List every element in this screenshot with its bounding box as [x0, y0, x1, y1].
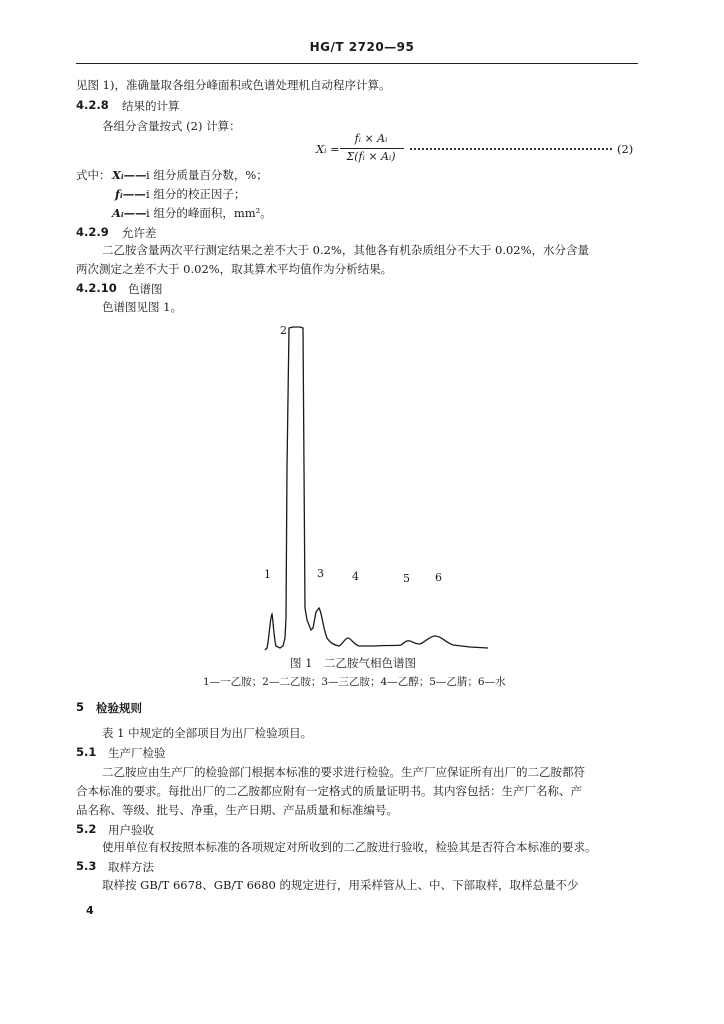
formula-number: (2) — [617, 142, 634, 156]
section-title-4-2-8: 结果的计算 — [122, 99, 180, 113]
text-line: 见图 1)，准确量取各组分峰面积或色谱处理机自动程序计算。 — [76, 78, 391, 92]
page-number: 4 — [86, 904, 94, 917]
paragraph-line: 二乙胺应由生产厂的检验部门根据本标准的要求进行检验。生产厂应保证所有出厂的二乙胺都符 — [102, 765, 585, 779]
section-number-4-2-8: 4.2.8 — [76, 98, 109, 112]
paragraph-line: 使用单位有权按照本标准的各项规定对所收到的二乙胺进行验收，检验其是否符合本标准的要求。 — [102, 840, 597, 854]
chromatogram-trace — [265, 327, 488, 650]
fraction-bar — [340, 148, 404, 149]
section-number-4-2-9: 4.2.9 — [76, 225, 109, 239]
section-number-5-1: 5.1 — [76, 745, 97, 759]
peak-label: 1 — [264, 568, 271, 581]
section-number-4-2-10: 4.2.10 — [76, 281, 117, 295]
peak-label: 6 — [435, 571, 442, 584]
header-rule — [76, 63, 638, 64]
where-label: 式中： — [76, 168, 111, 182]
peak-label: 3 — [317, 567, 324, 580]
section-title-5-2: 用户验收 — [108, 823, 154, 837]
section-title-4-2-9: 允许差 — [122, 226, 157, 240]
peak-label: 4 — [352, 570, 359, 583]
variable-definition: i 组分的峰面积，mm²。 — [146, 206, 272, 220]
section-number-5: 5 — [76, 700, 85, 714]
variable-symbol: fᵢ—— — [115, 187, 146, 201]
section-title-5-1: 生产厂检验 — [108, 746, 166, 760]
section-title-5: 检验规则 — [96, 701, 142, 715]
variable-symbol: Aᵢ—— — [112, 206, 147, 220]
variable-symbol: Xᵢ—— — [112, 168, 147, 182]
figure-legend: 1—一乙胺；2—二乙胺；3—三乙胺；4—乙醇；5—乙腈；6—水 — [203, 676, 506, 688]
variable-definition: i 组分质量百分数，%； — [146, 168, 268, 182]
text-line: 各组分含量按式 (2) 计算： — [102, 119, 241, 133]
standard-code-header: HG/T 2720—95 — [309, 40, 415, 54]
figure-caption: 图 1 二乙胺气相色谱图 — [290, 656, 416, 670]
formula-numerator: fᵢ × Aᵢ — [354, 132, 388, 145]
formula-denominator: Σ(fᵢ × Aᵢ) — [346, 150, 396, 163]
section-number-5-3: 5.3 — [76, 859, 97, 873]
chromatogram-figure — [255, 318, 505, 658]
peak-label: 2 — [280, 324, 287, 337]
paragraph-line: 二乙胺含量两次平行测定结果之差不大于 0.2%，其他各有机杂质组分不大于 0.02%，水分含量 — [102, 243, 590, 257]
section-number-5-2: 5.2 — [76, 822, 97, 836]
leader-dots — [410, 148, 612, 150]
paragraph-line: 两次测定之差不大于 0.02%，取其算术平均值作为分析结果。 — [76, 262, 393, 276]
peak-label: 5 — [403, 572, 410, 585]
text-line: 表 1 中规定的全部项目为出厂检验项目。 — [102, 726, 313, 740]
formula-lhs: Xᵢ = — [316, 142, 340, 156]
text-line: 色谱图见图 1。 — [102, 300, 182, 314]
variable-definition: i 组分的校正因子； — [146, 187, 246, 201]
section-title-5-3: 取样方法 — [108, 860, 154, 874]
paragraph-line: 取样按 GB/T 6678、GB/T 6680 的规定进行，用采样管从上、中、下部取样，取样总量不少 — [102, 878, 579, 892]
paragraph-line: 品名称、等级、批号、净重，生产日期、产品质量和标准编号。 — [76, 803, 398, 817]
section-title-4-2-10: 色谱图 — [128, 282, 163, 296]
paragraph-line: 合本标准的要求。每批出厂的二乙胺都应附有一定格式的质量证明书。其内容包括：生产厂名称、产 — [76, 784, 582, 798]
